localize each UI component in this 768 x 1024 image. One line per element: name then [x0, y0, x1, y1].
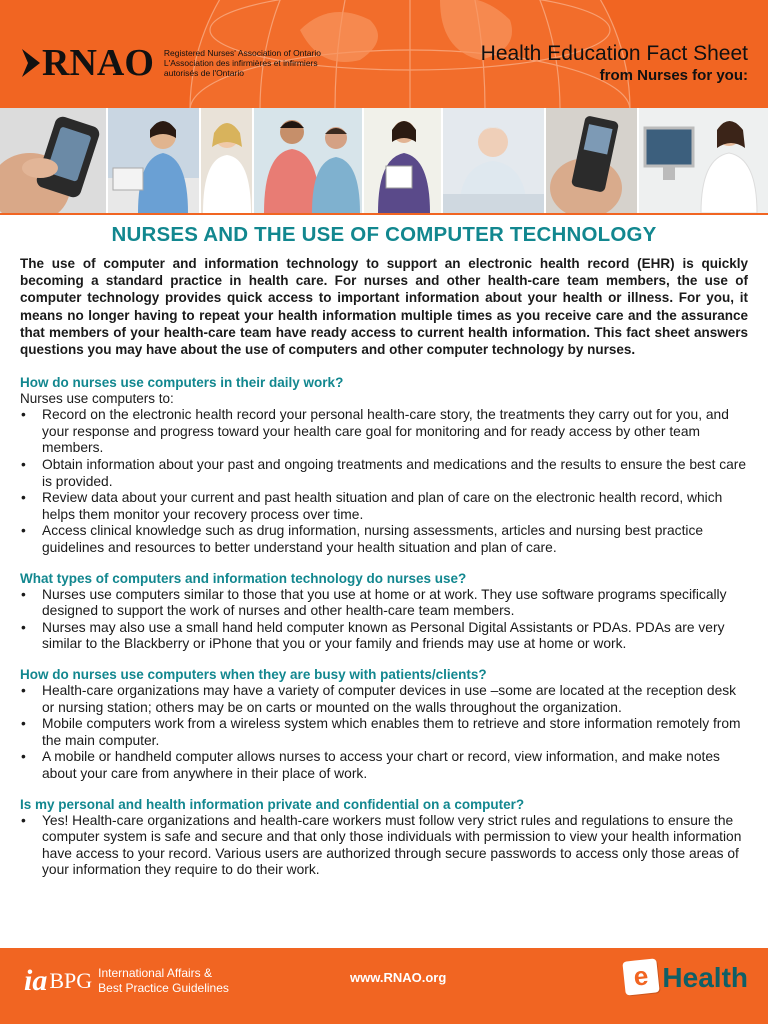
photo-strip	[0, 108, 768, 215]
photo-nurse-computer	[639, 108, 768, 213]
bullet-list	[20, 813, 748, 879]
section-question: How do nurses use computers when they are busy with patients/clients?	[20, 666, 487, 682]
bpg-mark: BPG	[49, 968, 93, 993]
list-item: • Mobile computers work from a wireless system which enables them to retrieve and store information remotely from the main computer.	[20, 716, 748, 749]
list-item: • A mobile or handheld computer allows nurses to access your chart or record, view information, and make notes about your care from anywhere in their place of work.	[20, 749, 748, 782]
org-name-fr-2: autorisés de l'Ontario	[163, 68, 244, 78]
list-item: • Nurses use computers similar to those that you use at home or at work. They use software programs specifically designed to support the work of nurses and other health-care team members.	[20, 587, 748, 620]
section-daily-work	[20, 375, 748, 556]
photo-nurse-clipboard	[364, 108, 443, 213]
iabpg-line-2: Best Practice Guidelines	[98, 981, 229, 995]
section-question: What types of computers and information technology do nurses use?	[20, 570, 467, 586]
ehealth-logo[interactable]	[624, 960, 748, 994]
bullet-list	[20, 587, 748, 653]
photo-handheld-device	[546, 108, 639, 213]
fact-sheet-title-block	[481, 42, 748, 86]
footer-banner	[0, 948, 768, 1024]
rnao-arrow-icon	[22, 49, 40, 77]
list-item: • Health-care organizations may have a variety of computer devices in use –some are located at the reception desk or nursing station; others may be on carts or mounted on the walls throughout the organization.	[20, 683, 748, 716]
section-computer-types	[20, 571, 748, 653]
main-content	[20, 213, 748, 893]
ehealth-e-icon: e	[623, 958, 660, 995]
list-item: • Nurses may also use a small hand held computer known as Personal Digital Assistants or PDAs. PDAs are very similar to the Blackberry or iPhone that you or your family and friends may use at home or work.	[20, 620, 748, 653]
document-title: NURSES AND THE USE OF COMPUTER TECHNOLOGY	[111, 223, 657, 246]
list-item: • Review data about your current and past health situation and plan of care on the electronic health record, which helps them monitor your recovery process over time.	[20, 490, 748, 523]
header-banner	[0, 0, 768, 108]
org-name-en: Registered Nurses' Association of Ontario	[163, 48, 321, 58]
section-busy-with-patients	[20, 667, 748, 783]
section-lead: Nurses use computers to:	[20, 391, 174, 407]
org-name	[164, 48, 321, 78]
photo-hand-phone	[0, 108, 108, 213]
list-item: • Obtain information about your past and ongoing treatments and medications and the results to ensure the best care is provided.	[20, 457, 748, 490]
iabpg-logo[interactable]	[24, 966, 229, 996]
list-item: • Access clinical knowledge such as drug information, nursing assessments, articles and nursing best practice guidelines and resources to better understand your health situation and plan of care.	[20, 523, 748, 556]
website-link[interactable]: www.RNAO.org	[350, 970, 447, 985]
iabpg-text	[98, 966, 229, 996]
list-item: • Record on the electronic health record your personal health-care story, the treatments they carry out for you, and your response and progress toward your health care goal for monitoring and for ready access by other team members.	[20, 407, 748, 457]
section-privacy	[20, 797, 748, 879]
iabpg-line-1: International Affairs &	[98, 966, 212, 980]
ia-mark: ia	[24, 964, 48, 997]
photo-elderly-patient	[443, 108, 546, 213]
logo-text: RNAO	[42, 42, 154, 84]
ehealth-text: Health	[662, 962, 748, 993]
photo-nurse-smiling	[201, 108, 254, 213]
bullet-list	[20, 683, 748, 783]
intro-paragraph: The use of computer and information technology to support an electronic health record (EHR) is quickly becoming a standard practice in health care. For nurses and other health-care team members, the use of computer technology provides quick access to important information about your health or illness. For you, it means no longer having to repeat your health information multiple times as you receive care and the assurance that members of your health-care team have ready access to current health information. This fact sheet answers questions you may have about the use of computers and other computer technology by nurses.	[20, 256, 748, 358]
bullet-list	[20, 407, 748, 556]
fact-sheet-subtitle: from Nurses for you:	[599, 67, 748, 84]
section-question: How do nurses use computers in their daily work?	[20, 375, 344, 391]
org-name-fr-1: L'Association des infirmières et infirmiers	[163, 58, 318, 68]
fact-sheet-title: Health Education Fact Sheet	[480, 42, 748, 65]
section-question: Is my personal and health information private and confidential on a computer?	[20, 796, 525, 812]
photo-nurse-desk	[108, 108, 201, 213]
photo-male-nurse-team	[254, 108, 364, 213]
list-item: • Yes! Health-care organizations and health-care workers must follow very strict rules and regulations to ensure the computer system is safe and secure and that only those individuals with permission to view your health information have access to your record. Various users are authorized through secure passwords to access only those areas of your information they require to do their work.	[20, 813, 748, 879]
rnao-logo[interactable]	[22, 44, 321, 82]
